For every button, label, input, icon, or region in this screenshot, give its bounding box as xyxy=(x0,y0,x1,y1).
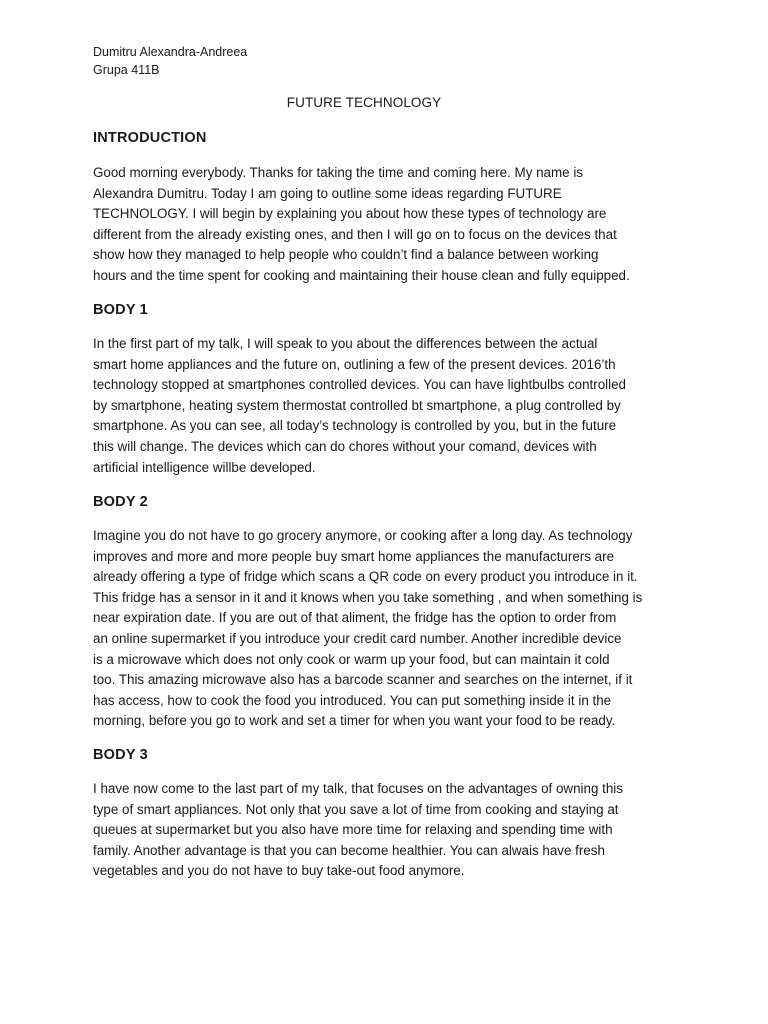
paragraph-line: improves and more and more people buy smart home appliances the manufacturers are xyxy=(93,548,615,564)
paragraph-line: an online supermarket if you introduce your credit card number. Another incredible device xyxy=(93,630,622,646)
paragraph-line: artificial intelligence willbe developed. xyxy=(93,459,316,475)
section-paragraph-body-1 xyxy=(93,334,683,478)
paragraph-line: is a microwave which does not only cook or warm up your food, but can maintain it cold xyxy=(93,651,610,667)
paragraph-line: show how they managed to help people who couldn’t find a balance between working xyxy=(93,247,599,263)
paragraph-line: family. Another advantage is that you can become healthier. You can alwais have fresh xyxy=(93,842,605,858)
paragraph-line: morning, before you go to work and set a timer for when you want your food to be ready. xyxy=(93,713,616,729)
document-title: FUTURE TECHNOLOGY xyxy=(286,95,442,110)
paragraph-line: smartphone. As you can see, all today’s technology is controlled by you, but in the future xyxy=(93,418,617,434)
author-block xyxy=(93,43,247,79)
section-heading-body-2: BODY 2 xyxy=(93,494,148,510)
paragraph-line: Alexandra Dumitru. Today I am going to outline some ideas regarding FUTURE xyxy=(93,185,562,201)
paragraph-line: type of smart appliances. Not only that you save a lot of time from cooking and staying at xyxy=(93,801,619,817)
section-paragraph-introduction xyxy=(93,163,683,287)
section-heading-introduction: INTRODUCTION xyxy=(93,130,207,146)
paragraph-line: This fridge has a sensor in it and it knows when you take something , and when something is xyxy=(93,589,643,605)
section-heading-body-3: BODY 3 xyxy=(93,747,148,763)
paragraph-line: too. This amazing microwave also has a barcode scanner and searches on the internet, if it xyxy=(93,672,633,688)
paragraph-line: vegetables and you do not have to buy take-out food anymore. xyxy=(93,863,465,879)
author-name: Dumitru Alexandra-Andreea xyxy=(93,45,248,59)
paragraph-line: I have now come to the last part of my talk, that focuses on the advantages of owning this xyxy=(93,781,623,796)
paragraph-line: this will change. The devices which can do chores without your comand, devices with xyxy=(93,438,597,454)
paragraph-line: technology stopped at smartphones controlled devices. You can have lightbulbs controlled xyxy=(93,377,627,393)
paragraph-line: already offering a type of fridge which scans a QR code on every product you introduce in it. xyxy=(93,569,638,585)
paragraph-line: Imagine you do not have to go grocery anymore, or cooking after a long day. As technology xyxy=(93,528,633,543)
paragraph-line: near expiration date. If you are out of that aliment, the fridge has the option to order from xyxy=(93,610,617,626)
author-group: Grupa 411B xyxy=(93,63,160,77)
paragraph-line: by smartphone, heating system thermostat controlled bt smartphone, a plug controlled by xyxy=(93,397,621,413)
section-heading-body-1: BODY 1 xyxy=(93,302,148,318)
paragraph-line: queues at supermarket but you also have more time for relaxing and spending time with xyxy=(93,822,613,838)
paragraph-line: hours and the time spent for cooking and maintaining their house clean and fully equipped. xyxy=(93,267,630,283)
paragraph-line: smart home appliances and the future on, outlining a few of the present devices. 2016’th xyxy=(93,356,616,372)
paragraph-line: Good morning everybody. Thanks for taking the time and coming here. My name is xyxy=(93,165,583,180)
paragraph-line: has access, how to cook the food you introduced. You can put something inside it in the xyxy=(93,692,612,708)
section-paragraph-body-3 xyxy=(93,779,683,882)
paragraph-line: TECHNOLOGY. I will begin by explaining you about how these types of technology are xyxy=(93,206,607,222)
paragraph-line: different from the already existing ones, and then I will go on to focus on the devices that xyxy=(93,226,617,242)
paragraph-line: In the first part of my talk, I will speak to you about the differences between the actual xyxy=(93,336,598,351)
section-paragraph-body-2 xyxy=(93,526,683,732)
